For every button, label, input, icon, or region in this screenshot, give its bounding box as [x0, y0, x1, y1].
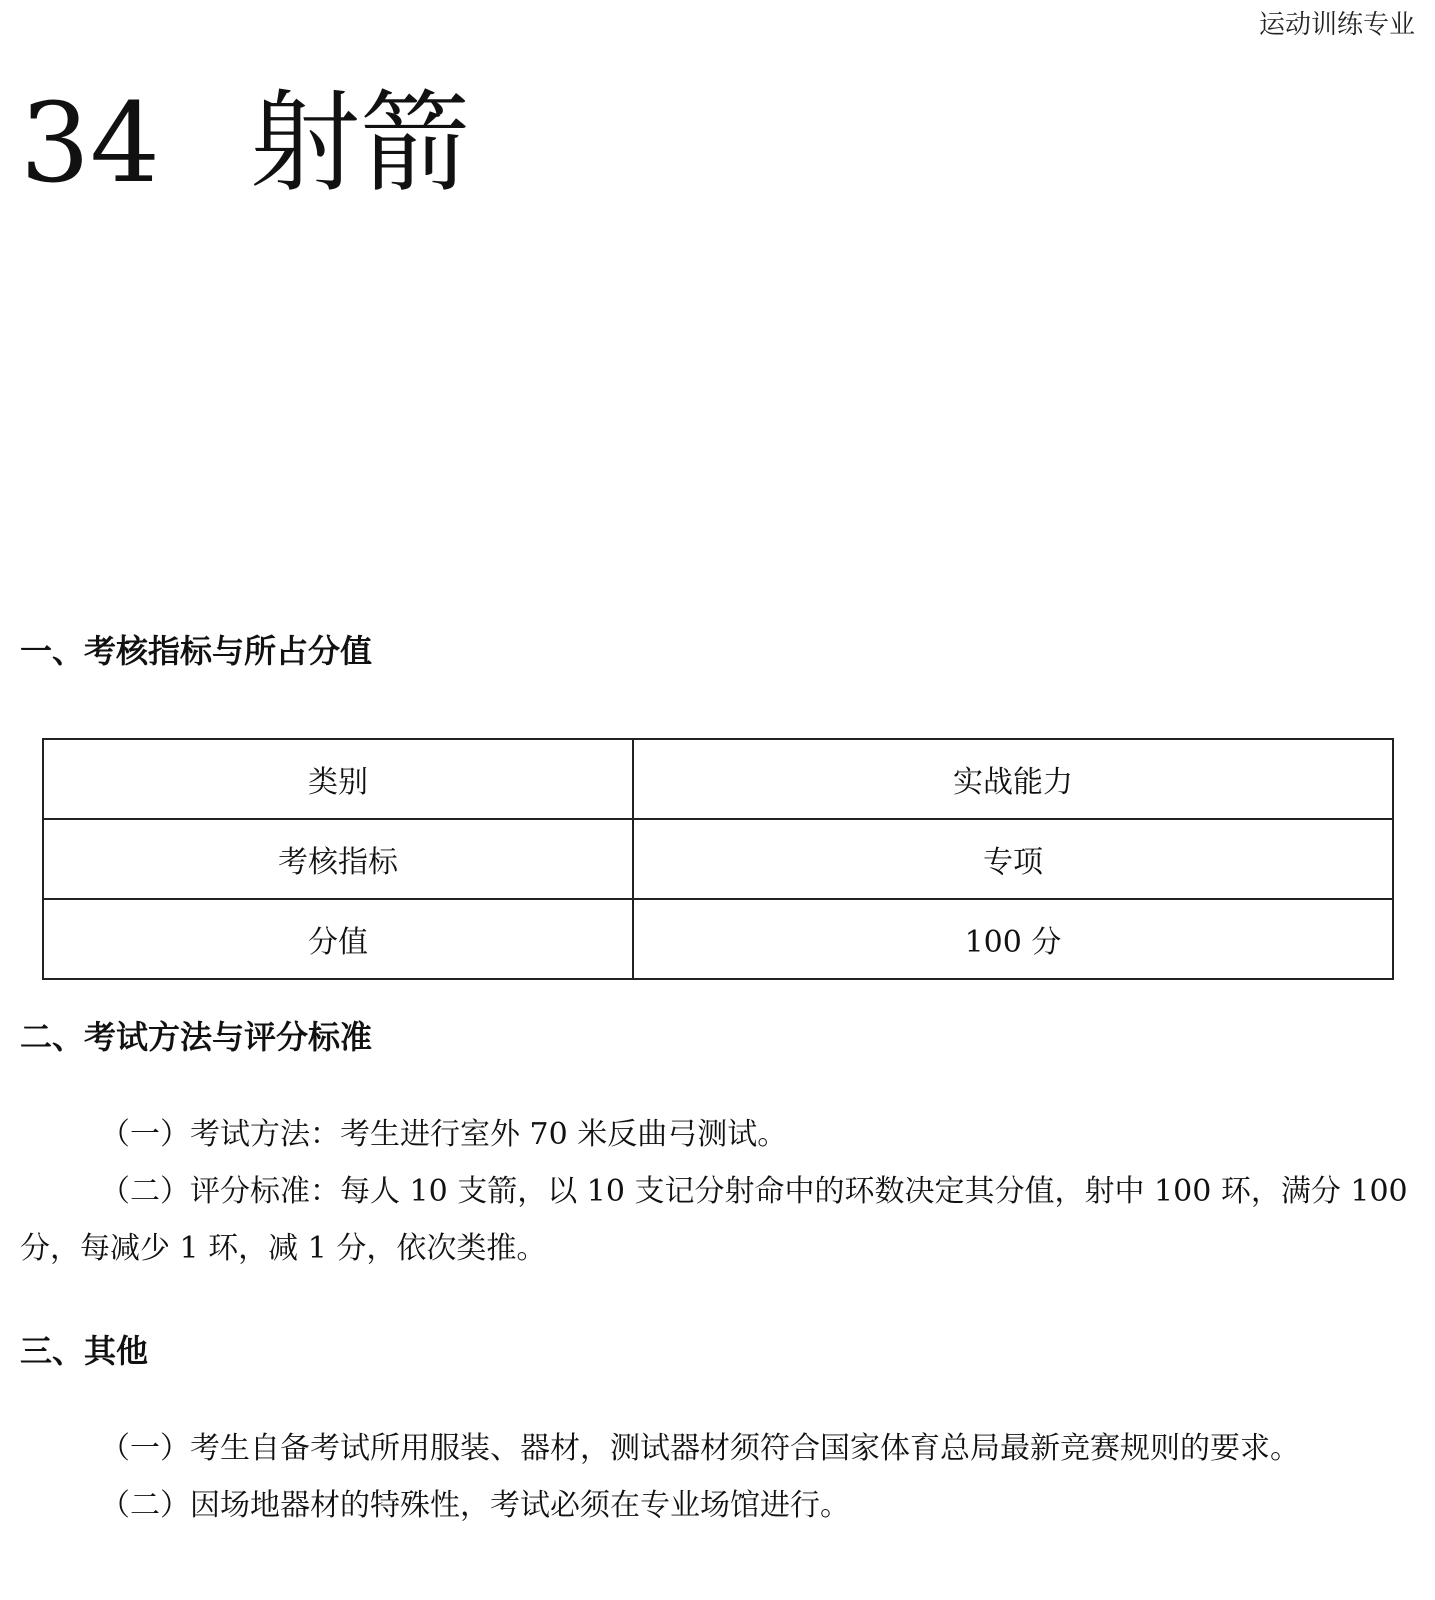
- table-row: [43, 899, 1393, 979]
- section-heading-3: 三、其他: [20, 1332, 149, 1370]
- section-3-body: [20, 1420, 1415, 1534]
- table-cell: 分值: [43, 899, 633, 979]
- chapter-title: [20, 79, 470, 207]
- section-2-body: [20, 1106, 1415, 1277]
- table-cell: 专项: [633, 819, 1393, 899]
- section-heading-2: 二、考试方法与评分标准: [20, 1018, 373, 1056]
- table-cell: 考核指标: [43, 819, 633, 899]
- running-header: 运动训练专业: [1258, 10, 1415, 40]
- table-row: [43, 819, 1393, 899]
- section-heading-1: 一、考核指标与所占分值: [20, 632, 373, 670]
- table-cell: 100 分: [633, 899, 1393, 979]
- score-table: [42, 738, 1394, 980]
- table-cell: 类别: [43, 739, 633, 819]
- paragraph: （二）因场地器材的特殊性，考试必须在专业场馆进行。: [100, 1488, 850, 1523]
- chapter-number: 34: [20, 79, 160, 207]
- paragraph: （一）考生自备考试所用服装、器材，测试器材须符合国家体育总局最新竞赛规则的要求。: [100, 1431, 1300, 1466]
- table-row: [43, 739, 1393, 819]
- chapter-name: 射箭: [250, 79, 470, 207]
- paragraph: （一）考试方法：考生进行室外 70 米反曲弓测试。: [100, 1117, 788, 1152]
- paragraph: （二）评分标准：每人 10 支箭，以 10 支记分射命中的环数决定其分值，射中 100 环，满分 100 分，每减少 1 环，减 1 分，依次类推。: [20, 1174, 1408, 1266]
- table-cell: 实战能力: [633, 739, 1393, 819]
